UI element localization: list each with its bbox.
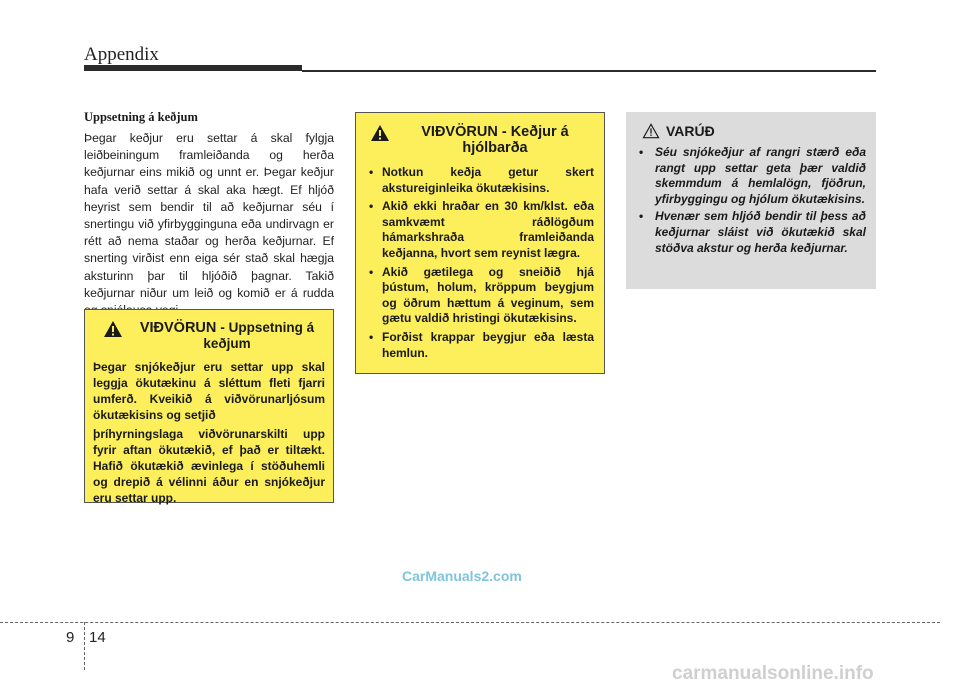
caution-triangle-icon [642, 123, 660, 139]
list-item: • Séu snjókeðjur af rangri stærð eða rangt upp settar geta þær valdið skemmdum á hemlalögn, fjöðrun, yfirbyggingu og hjólum ökutækisins. [636, 145, 866, 207]
warning-title: - Keðjur á hjólbarða [462, 124, 569, 156]
section-body: Þegar keðjur eru settar á skal fylgja leiðbeiningum framleiðanda og herða keðjurnar eins mikið og unnt er. Þegar keðjur hafa verið settar á skal aka hægt. Ef hljóð heyrist sem bendir til að keðjurnar séu í snertingu við yfirbygginguna eða undirvagn er rétt að nema staðar og herða keðjurnar. Ef snerting virðist enn eiga sér stað skal hægja aksturinn þar til hljóðið þagnar. Takið keðjurnar niður um leið og komið er á rudda [84, 131, 334, 300]
list-item: • Forðist krappar beygjur eða læsta hemlun. [366, 330, 594, 361]
list-item: • Hvenær sem hljóð bendir til þess að keðjurnar sláist við ökutækið skal stöðva akstur og herða keðjurnar. [636, 209, 866, 256]
warning-box-tires [355, 112, 605, 374]
warning-label: VIÐVÖRUN [139, 320, 217, 336]
warning-box-installation [84, 309, 334, 503]
chapter-number: 9 [66, 629, 75, 646]
warning-title: - Uppsetning á keðjum [203, 320, 315, 351]
footer-dashed-divider [84, 622, 85, 670]
caution-label: VARÚÐ [666, 123, 715, 139]
chain-install-section [84, 110, 334, 319]
warning-heading [370, 124, 594, 156]
warning-bullet-list [366, 165, 594, 361]
caution-box [626, 112, 876, 289]
page-number: 14 [89, 629, 106, 646]
list-item: • Notkun keðja getur skert akstureiginleika ökutækisins. [366, 165, 594, 196]
warning-paragraph: þríhyrningslaga viðvörunarskilti upp fyrir aftan ökutækið, ef það er tiltækt. Hafið ökutækið ævinlega í stöðuhemli og drepið á vélinni áður en snjókeðjur eru settar upp. [93, 427, 325, 505]
warning-triangle-icon [370, 124, 390, 142]
warning-triangle-icon [103, 320, 123, 338]
list-item: • Akið gætilega og sneiðið hjá þústum, holum, kröppum beygjum og öðrum hættum á veginum, sem gætu valdið hristingi ökutækisins. [366, 265, 594, 327]
warning-label: VIÐVÖRUN [421, 124, 498, 140]
list-item: • Akið ekki hraðar en 30 km/klst. eða samkvæmt ráðlögðum hámarkshraða framleiðanda keðjanna, hvort sem reynist lægra. [366, 199, 594, 261]
header-rule-thin [302, 70, 876, 72]
caution-bullet-list [636, 145, 866, 256]
site-footer-watermark: carmanualsonline.info [672, 663, 874, 684]
warning-heading [103, 320, 325, 352]
warning-paragraph: Þegar snjókeðjur eru settar upp skal leggja ökutækinu á sléttum fleti fjarri umferð. Kveikið á viðvörunarljósum ökutækisins og setjið [93, 360, 325, 422]
header-rule-thick [84, 65, 302, 71]
footer-dashed-rule [0, 622, 940, 623]
section-heading: Uppsetning á keðjum [84, 110, 198, 124]
watermark-text: CarManuals2.com [402, 568, 522, 584]
page-header-title: Appendix [84, 44, 159, 65]
caution-heading [636, 123, 866, 139]
